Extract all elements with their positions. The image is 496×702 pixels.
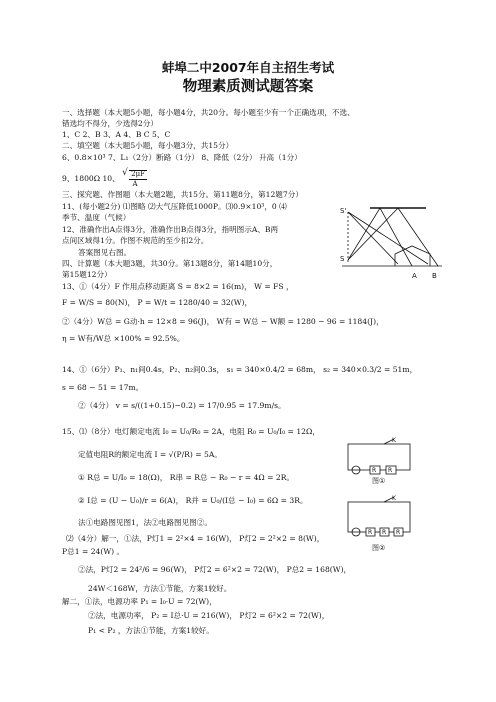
answer-14-part1: 14、①（6分）P₁、n₁间0.4s，P₂、n₂间0.3s， s₁ = 340×0.4/2 = 68m， s₂ = 340×0.3/2 = 51m， [62, 365, 418, 374]
answer-14-distance: s = 68 − 51 = 17m。 [62, 383, 144, 392]
answer-15-figures-note: 法①电路图见图1，法②电路图见图②。 [78, 518, 212, 527]
exam-title: 蚌埠二中2007年自主招生考试 [161, 60, 335, 75]
answer-15-parallel: ② I总 = (U − U₀)/r = 6(A)， R并 = U₀/(I总 − I₀) = 6Ω = 3R。 [78, 496, 308, 505]
circuit-figure-2 [344, 494, 416, 554]
circuit-1-k-label: K [392, 437, 396, 444]
answer-12-cont: 点间区域得1分。作图不规范的至少扣2分。 [62, 236, 209, 245]
answer-14-part2: ②（4分） v = s/((1+0.15)−0.2) = 17/0.95 = 17.9m/s。 [78, 401, 286, 410]
circuit-2-k-label: K [392, 495, 396, 502]
answer-11-cont: 季节、温度（气候） [62, 213, 131, 222]
circuit-1-r-label-1: R [372, 467, 377, 474]
answer-15-series: ① R总 = U/I₀ = 18(Ω)， R串 = R总 − R₀ − r = 4Ω = 2R。 [78, 473, 295, 482]
optics-diagram [340, 200, 448, 288]
answer-10-denominator: A [132, 180, 138, 188]
house-outline [395, 246, 430, 266]
answer-15-solution2-method2: ②法，电源功率， P₂ = I总·U = 216(W)， P灯2 = 6²×2 = 72(W)， [88, 611, 330, 620]
section-2-heading: 二、填空题（本大题5小题，每小题3分，共15分） [62, 141, 234, 150]
circuit-1-r-label-2: R [388, 467, 393, 474]
circuit-2-frame [348, 502, 410, 532]
label-b: B [432, 272, 437, 280]
answer-10-numerator: √ 2μF [129, 170, 147, 180]
answer-12: 12、准确作出A点得3分，准确作出B点得3分，指明图示A、B两 [62, 225, 279, 234]
circuit-2-r-label-2: R [382, 529, 387, 536]
answer-15-rated-current: 定值电阻R的额定电流 I = √(P/R) = 5A。 [78, 450, 222, 459]
label-s-prime: S' [340, 207, 347, 215]
ray-4 [348, 208, 438, 266]
section-3-heading: 三、探究题、作图题（本大题2题，共15分。第11题8分，第12题7分） [62, 190, 303, 199]
section-1-heading-cont: 错选均不得分，少选得2分） [62, 119, 158, 128]
section-4-heading: 四、计算题（本大题3题，共30分。第13题8分，第14题10分， [62, 259, 278, 268]
answer-15-method2: ②法，P灯2 = 24²/6 = 96(W)， P灯2 = 6²×2 = 72(W)， P总2 = 168(W)， [78, 565, 352, 574]
answer-13-efficiency: η = W有/W总 ×100% = 92.5%。 [62, 334, 185, 343]
answer-13-force: F = W/S = 80(N)， P = W/t = 1280/40 = 32(W)， [62, 298, 253, 307]
answers-6-8: 6、0.8×10³ 7、L₁（2分）断路（1分） 8、降低（2分） 升高（1分） [62, 153, 302, 162]
ray-3 [348, 208, 412, 266]
section-1-heading: 一、选择题（本大题5小题，每小题4分，共20分。每小题至少有一个正确选项，不选、 [62, 108, 355, 117]
label-a: A [412, 272, 417, 280]
section-4-heading-cont: 第15题12分） [62, 270, 112, 279]
ray-2 [348, 212, 428, 264]
circuit-2-caption: 图② [372, 544, 386, 552]
answer-11: 11、(每小题2分) ⑴图略 ⑵大气压降低1000P。⑶0.9×10³，0 ⑷ [62, 202, 287, 211]
answer-15-conclusion: P₁ < P₂ ，方法①节能，方案1较好。 [88, 626, 214, 635]
label-s: S [340, 255, 345, 263]
answer-15-total1: P总1 = 24(W) 。 [62, 547, 125, 556]
answer-9-label: 9、1800Ω 10、 [62, 174, 120, 183]
section-1-answers: 1、C 2、B 3、A 4、B C 5、C [62, 130, 171, 139]
circuit-2-r-label-3: R [396, 529, 401, 536]
answer-12-note: 答案图见右图。 [78, 248, 132, 257]
answer-15-solution2: 解二，①法，电源功率 P₁ = I₀·U = 72(W)， [62, 597, 217, 606]
answer-13-part2: ②（4分）W总 = G动·h = 12×8 = 96(J)， W有 = W总 − W额 = 1280 − 96 = 1184(J)， [62, 317, 384, 326]
circuit-figure-1 [344, 436, 416, 486]
circuit-1-caption: 图① [372, 477, 386, 485]
answer-15-compare: 24W＜168W，方法①节能，方案1较好。 [88, 584, 232, 593]
answer-13-part1: 13、①（4分）F 作用点移动距离 S = 8×2 = 16(m)， W = FS ， [62, 282, 294, 291]
answer-10-fraction [123, 170, 147, 188]
answer-15-part1: 15、⑴（8分）电灯额定电流 I₀ = U₀/R₀ = 2A，电阻 R₀ = U₀/I₀ = 12Ω， [62, 427, 320, 436]
circuit-2-r-label-1: R [368, 529, 373, 536]
exam-subtitle: 物理素质测试题答案 [182, 79, 314, 95]
answer-15-part2: ⑵（4分）解一，①法，P灯1 = 2²×4 = 16(W)， P灯2 = 2²×2 = 8(W)， [66, 534, 325, 543]
answers-9-10 [62, 170, 148, 188]
